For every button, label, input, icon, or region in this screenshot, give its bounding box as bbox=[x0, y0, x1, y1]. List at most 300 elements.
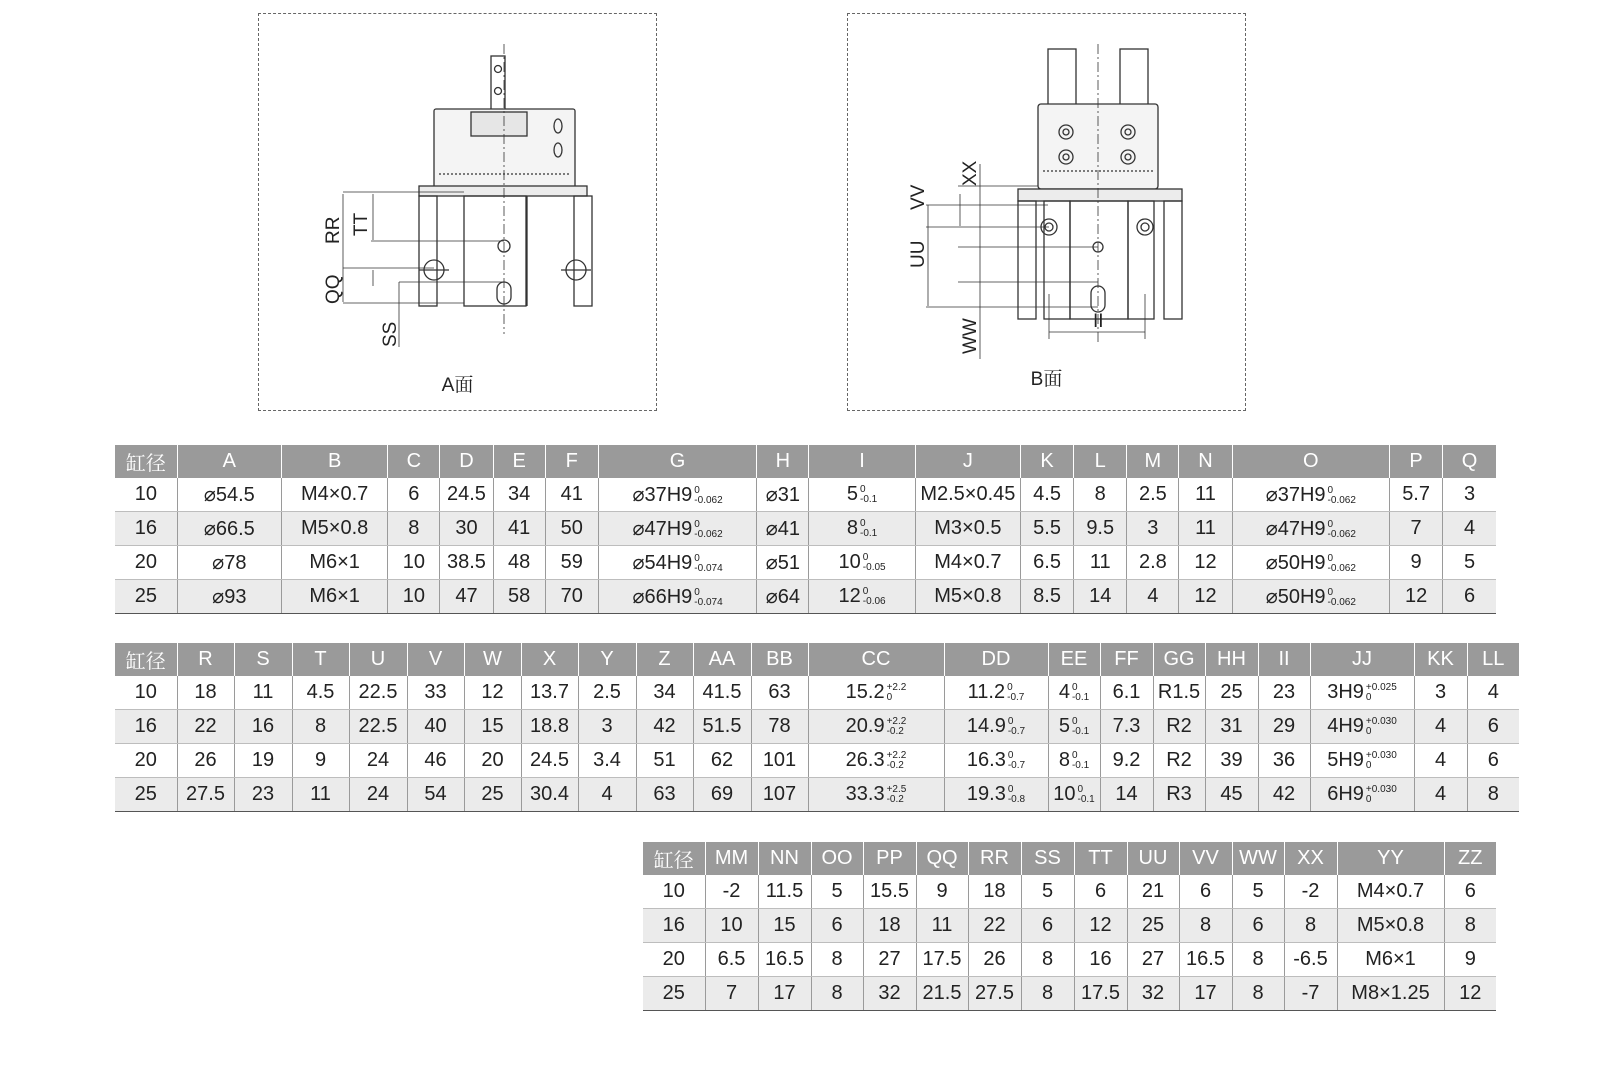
cell-value: 4 bbox=[1434, 783, 1447, 805]
cell-value: 16 bbox=[1089, 948, 1112, 970]
column-header: 缸径 bbox=[115, 445, 177, 478]
b-face-caption: B面 bbox=[1030, 369, 1063, 390]
tolerance bbox=[1366, 751, 1397, 771]
table-cell bbox=[115, 546, 177, 580]
table-cell bbox=[493, 546, 545, 580]
cell-value: M2.5×0.45 bbox=[920, 483, 1016, 505]
table-cell bbox=[1310, 778, 1414, 812]
cell-value: 27 bbox=[1141, 948, 1165, 970]
cell-value: M4×0.7 bbox=[300, 483, 369, 505]
tolerance bbox=[1007, 683, 1024, 703]
cell-value: 4 bbox=[1434, 715, 1447, 737]
table-cell bbox=[1100, 778, 1153, 812]
tolerance-upper: 0 bbox=[1327, 552, 1334, 564]
table-cell bbox=[545, 512, 598, 546]
tolerance-lower: -0.06 bbox=[862, 595, 886, 607]
table-cell bbox=[1074, 909, 1127, 943]
cell-value: 12 bbox=[1194, 551, 1217, 573]
a-label-qq: QQ bbox=[323, 274, 344, 304]
cell-value: 5H9 bbox=[1327, 749, 1364, 771]
tolerance-upper: 0 bbox=[1327, 518, 1334, 530]
cell-value: 25 bbox=[134, 585, 157, 607]
cell-value: 8 bbox=[846, 517, 859, 539]
table-cell bbox=[1021, 909, 1074, 943]
table-cell bbox=[751, 778, 808, 812]
cell-value: 5 bbox=[1464, 551, 1476, 573]
tolerance bbox=[860, 485, 877, 505]
cell-value: 20 bbox=[662, 948, 685, 970]
cell-value: 9 bbox=[1410, 551, 1422, 573]
column-header: R bbox=[177, 643, 234, 676]
tolerance-upper: 0 bbox=[1327, 484, 1334, 496]
cell-value: 5.7 bbox=[1402, 483, 1430, 505]
tolerance bbox=[1072, 683, 1089, 703]
table-cell bbox=[808, 778, 944, 812]
column-header: PP bbox=[863, 842, 916, 875]
cell-value: 69 bbox=[710, 783, 734, 805]
tolerance bbox=[1328, 520, 1356, 540]
table-cell bbox=[440, 580, 493, 614]
cell-value: 25 bbox=[481, 783, 504, 805]
table-row bbox=[115, 546, 1496, 580]
column-header: D bbox=[440, 445, 493, 478]
cell-value: 11 bbox=[1195, 517, 1216, 539]
tolerance-lower: 0 bbox=[1365, 759, 1372, 771]
cell-value: 10 bbox=[402, 585, 425, 607]
cell-value: 4 bbox=[1058, 681, 1070, 703]
tolerance-upper: 0 bbox=[1007, 783, 1014, 795]
cell-value: 10 bbox=[134, 483, 157, 505]
cell-value: 17.5 bbox=[922, 948, 962, 970]
tolerance-lower: -0.074 bbox=[694, 562, 723, 574]
table-cell bbox=[281, 546, 387, 580]
cell-value: R1.5 bbox=[1157, 681, 1201, 703]
cell-value: 5 bbox=[831, 880, 843, 902]
drawing-panel-b-face bbox=[847, 13, 1246, 411]
cell-value: -2 bbox=[1301, 880, 1320, 902]
column-header: O bbox=[1232, 445, 1389, 478]
cell-value: R2 bbox=[1166, 715, 1192, 737]
column-header: TT bbox=[1074, 842, 1127, 875]
table-cell bbox=[292, 710, 349, 744]
cell-value: 25 bbox=[1220, 681, 1243, 703]
tolerance-lower: -0.1 bbox=[860, 493, 878, 505]
column-header: A bbox=[177, 445, 281, 478]
cell-value: 14.9 bbox=[966, 715, 1006, 737]
cell-value: 16 bbox=[134, 517, 157, 539]
cell-value: 101 bbox=[762, 749, 797, 771]
tolerance-upper: +0.030 bbox=[1365, 783, 1397, 795]
table-cell bbox=[1232, 977, 1284, 1011]
tolerance-upper: 0 bbox=[860, 483, 866, 495]
cell-value: 39 bbox=[1220, 749, 1243, 771]
cell-value: 10 bbox=[402, 551, 425, 573]
cell-value: M5×0.8 bbox=[1356, 914, 1425, 936]
cell-value: 18 bbox=[878, 914, 901, 936]
table-cell bbox=[1467, 744, 1519, 778]
cell-value: 27.5 bbox=[186, 783, 225, 805]
cell-value: 12 bbox=[838, 585, 861, 607]
cell-value: 6.5 bbox=[1033, 551, 1061, 573]
table-row bbox=[115, 778, 1519, 812]
cell-value: 11 bbox=[252, 681, 274, 703]
tolerance-upper: +2.2 bbox=[886, 749, 907, 761]
cell-value: 17 bbox=[1194, 982, 1217, 1004]
cell-value: 23 bbox=[1272, 681, 1296, 703]
table-cell bbox=[705, 977, 758, 1011]
table-cell bbox=[1443, 478, 1496, 512]
cell-value: 3 bbox=[601, 715, 613, 737]
tolerance-lower: -0.1 bbox=[1077, 793, 1095, 805]
cell-value: 6 bbox=[1199, 880, 1212, 902]
table-cell bbox=[1179, 875, 1232, 909]
table-cell bbox=[1414, 778, 1467, 812]
table-cell bbox=[388, 478, 440, 512]
table-cell bbox=[598, 512, 756, 546]
tolerance-upper: 0 bbox=[862, 585, 869, 597]
b-label-ww: WW bbox=[960, 318, 981, 354]
cell-value: 3 bbox=[1434, 681, 1447, 703]
cell-value: 6 bbox=[1094, 880, 1107, 902]
cell-value: ⌀54.5 bbox=[203, 484, 255, 506]
cell-value: 33.3 bbox=[845, 783, 885, 805]
cell-value: 17 bbox=[773, 982, 796, 1004]
table-cell bbox=[758, 909, 811, 943]
cell-value: M4×0.7 bbox=[934, 551, 1002, 573]
cell-value: ⌀66.5 bbox=[203, 518, 255, 540]
a-face-caption: A面 bbox=[441, 375, 474, 396]
cell-value: 8 bbox=[314, 715, 327, 737]
table-cell bbox=[1232, 580, 1389, 614]
cell-value: 19 bbox=[251, 749, 275, 771]
table-cell bbox=[1127, 546, 1179, 580]
cell-value: 18.8 bbox=[530, 715, 569, 737]
table-cell bbox=[1074, 478, 1127, 512]
cell-value: 6 bbox=[1252, 914, 1264, 936]
cell-value: 6.5 bbox=[717, 948, 746, 970]
cell-value: 13.7 bbox=[530, 681, 569, 703]
tolerance-lower: -0.7 bbox=[1007, 691, 1025, 703]
table-cell bbox=[1021, 580, 1074, 614]
cell-value: 50 bbox=[560, 517, 583, 539]
tolerance-lower: -0.05 bbox=[862, 561, 886, 573]
table-cell bbox=[808, 710, 944, 744]
cell-value: 15 bbox=[773, 914, 796, 936]
cell-value: 5 bbox=[846, 483, 859, 505]
column-header: 缸径 bbox=[643, 842, 705, 875]
cell-value: 20 bbox=[134, 749, 157, 771]
tolerance bbox=[863, 553, 886, 573]
table-cell bbox=[916, 943, 968, 977]
cell-value: 11.5 bbox=[765, 880, 804, 902]
table-cell bbox=[1074, 546, 1127, 580]
cell-value: 59 bbox=[560, 551, 583, 573]
table-cell bbox=[757, 512, 809, 546]
tolerance bbox=[1008, 717, 1025, 737]
table-cell bbox=[1179, 580, 1232, 614]
column-header: EE bbox=[1048, 643, 1100, 676]
table-cell bbox=[1127, 875, 1179, 909]
table-cell bbox=[440, 512, 493, 546]
table-cell bbox=[758, 977, 811, 1011]
table-cell bbox=[1100, 710, 1153, 744]
cell-value: M5×0.8 bbox=[934, 585, 1002, 607]
column-header: FF bbox=[1100, 643, 1153, 676]
column-header: LL bbox=[1467, 643, 1519, 676]
cell-value: 9 bbox=[1464, 948, 1476, 970]
table-cell bbox=[1021, 875, 1074, 909]
table-cell bbox=[1100, 744, 1153, 778]
cell-value: 8 bbox=[1058, 749, 1070, 771]
cell-value: 29 bbox=[1272, 715, 1296, 737]
tolerance-lower: -0.2 bbox=[886, 759, 904, 771]
cell-value: 22 bbox=[194, 715, 217, 737]
table-cell bbox=[1390, 580, 1443, 614]
cell-value: M4×0.7 bbox=[1356, 880, 1425, 902]
table-cell bbox=[1444, 875, 1496, 909]
cell-value: M6×1 bbox=[1365, 948, 1416, 970]
tolerance-upper: 0 bbox=[1077, 783, 1084, 795]
cell-value: 20 bbox=[481, 749, 504, 771]
cell-value: 4 bbox=[601, 783, 613, 805]
table-row bbox=[115, 478, 1496, 512]
table-cell bbox=[693, 744, 751, 778]
table-cell bbox=[115, 580, 177, 614]
cell-value: 54 bbox=[424, 783, 447, 805]
cell-value: 33 bbox=[424, 681, 447, 703]
cell-value: 2.5 bbox=[593, 681, 621, 703]
cell-value: 41.5 bbox=[702, 681, 742, 703]
table-cell bbox=[1284, 909, 1337, 943]
cell-value: 6 bbox=[1487, 749, 1499, 771]
table-cell bbox=[693, 710, 751, 744]
column-header: JJ bbox=[1310, 643, 1414, 676]
tolerance-lower: -0.2 bbox=[886, 793, 904, 805]
table-cell bbox=[349, 778, 407, 812]
table-cell bbox=[809, 546, 915, 580]
table-cell bbox=[545, 478, 598, 512]
table-cell bbox=[407, 676, 464, 710]
table-row bbox=[115, 710, 1519, 744]
table-cell bbox=[598, 478, 756, 512]
cell-value: M3×0.5 bbox=[934, 517, 1002, 539]
table-cell bbox=[916, 909, 968, 943]
cell-value: 6 bbox=[1464, 585, 1476, 607]
table-cell bbox=[643, 909, 705, 943]
table-cell bbox=[1179, 943, 1232, 977]
cell-value: 8 bbox=[1094, 483, 1106, 505]
tolerance-lower: 0 bbox=[1365, 793, 1372, 805]
tolerance-upper: 0 bbox=[694, 552, 700, 564]
table-row bbox=[115, 744, 1519, 778]
column-header: AA bbox=[693, 643, 751, 676]
b-label-ii: II bbox=[1093, 311, 1104, 332]
column-header: K bbox=[1021, 445, 1074, 478]
tolerance bbox=[694, 588, 722, 608]
table-cell bbox=[1153, 744, 1205, 778]
table-cell bbox=[916, 977, 968, 1011]
cell-value: 7 bbox=[725, 982, 738, 1004]
table-cell bbox=[1337, 909, 1444, 943]
table-cell bbox=[1258, 778, 1310, 812]
cell-value: 23 bbox=[251, 783, 275, 805]
tolerance-upper: 0 bbox=[1071, 681, 1078, 693]
cell-value: 34 bbox=[507, 483, 531, 505]
tolerance-upper: 0 bbox=[694, 518, 700, 530]
cell-value: 8 bbox=[1199, 914, 1212, 936]
table-cell bbox=[1337, 977, 1444, 1011]
column-header: VV bbox=[1179, 842, 1232, 875]
tolerance-upper: 0 bbox=[694, 586, 700, 598]
cell-value: 10 bbox=[838, 551, 861, 573]
column-header: I bbox=[809, 445, 915, 478]
cell-value: 7.3 bbox=[1112, 715, 1141, 737]
cell-value: 34 bbox=[653, 681, 676, 703]
cell-value: 10 bbox=[134, 681, 157, 703]
table-cell bbox=[115, 478, 177, 512]
table-cell bbox=[521, 676, 578, 710]
tolerance bbox=[1366, 785, 1397, 805]
tolerance bbox=[1366, 683, 1397, 703]
table-cell bbox=[578, 778, 636, 812]
table-cell bbox=[1443, 580, 1496, 614]
table-cell bbox=[751, 710, 808, 744]
tolerance-upper: +2.2 bbox=[886, 715, 907, 727]
column-header: G bbox=[598, 445, 756, 478]
cell-value: 24.5 bbox=[447, 483, 486, 505]
tolerance bbox=[1072, 751, 1089, 771]
table-cell bbox=[464, 676, 521, 710]
cell-value: 24.5 bbox=[530, 749, 569, 771]
tolerance-lower: -0.062 bbox=[1327, 596, 1356, 608]
column-header: RR bbox=[968, 842, 1021, 875]
dimension-table-2 bbox=[115, 643, 1519, 812]
table-cell bbox=[349, 744, 407, 778]
table-row bbox=[115, 580, 1496, 614]
cell-value: 16 bbox=[251, 715, 275, 737]
cell-value: 4.5 bbox=[1033, 483, 1061, 505]
cell-value: 8 bbox=[408, 517, 420, 539]
table-cell bbox=[757, 546, 809, 580]
tolerance-upper: 0 bbox=[1071, 715, 1078, 727]
cell-value: 5 bbox=[1252, 880, 1264, 902]
table-cell bbox=[693, 676, 751, 710]
table-cell bbox=[944, 778, 1048, 812]
table-cell bbox=[281, 478, 387, 512]
tolerance-lower: -0.062 bbox=[1327, 528, 1356, 540]
cell-value: ⌀54H9 bbox=[632, 552, 693, 574]
cell-value: 2.5 bbox=[1138, 483, 1167, 505]
table-cell bbox=[521, 710, 578, 744]
column-header: M bbox=[1127, 445, 1179, 478]
cell-value: 42 bbox=[1272, 783, 1296, 805]
table-cell bbox=[1205, 744, 1258, 778]
table-cell bbox=[1232, 909, 1284, 943]
cell-value: 107 bbox=[762, 783, 797, 805]
table-cell bbox=[1153, 710, 1205, 744]
table-cell bbox=[758, 943, 811, 977]
table-cell bbox=[757, 478, 809, 512]
column-header: U bbox=[349, 643, 407, 676]
column-header: Q bbox=[1443, 445, 1496, 478]
tolerance-lower: -0.062 bbox=[694, 528, 723, 540]
column-header: S bbox=[234, 643, 292, 676]
tolerance-lower: -0.074 bbox=[694, 596, 723, 608]
table-cell bbox=[1337, 943, 1444, 977]
table-cell bbox=[1127, 478, 1179, 512]
tolerance-lower: -0.062 bbox=[694, 494, 723, 506]
cell-value: 4 bbox=[1434, 749, 1447, 771]
cell-value: 42 bbox=[653, 715, 676, 737]
table-cell bbox=[115, 710, 177, 744]
dimension-table-3 bbox=[643, 842, 1496, 1011]
table-cell bbox=[1390, 546, 1443, 580]
cell-value: 51 bbox=[653, 749, 676, 771]
cell-value: R3 bbox=[1166, 783, 1192, 805]
table-header-row bbox=[643, 842, 1496, 875]
tolerance-upper: 0 bbox=[1007, 715, 1014, 727]
table-cell bbox=[115, 676, 177, 710]
table-cell bbox=[234, 676, 292, 710]
table-cell bbox=[1179, 909, 1232, 943]
tolerance-lower: -0.062 bbox=[1327, 494, 1356, 506]
cell-value: 32 bbox=[878, 982, 901, 1004]
tolerance bbox=[1366, 717, 1397, 737]
cell-value: 8 bbox=[1487, 783, 1499, 805]
table-cell bbox=[916, 875, 968, 909]
cell-value: 36 bbox=[1272, 749, 1296, 771]
tolerance bbox=[1078, 785, 1095, 805]
tolerance-upper: 0 bbox=[1007, 681, 1013, 693]
table-cell bbox=[1444, 909, 1496, 943]
table-cell bbox=[1205, 676, 1258, 710]
table-cell bbox=[1153, 778, 1205, 812]
table-cell bbox=[1258, 676, 1310, 710]
cell-value: 3H9 bbox=[1327, 681, 1364, 703]
cell-value: 16.5 bbox=[1186, 948, 1225, 970]
cell-value: 26.3 bbox=[845, 749, 885, 771]
table-cell bbox=[1310, 744, 1414, 778]
b-face-drawing bbox=[848, 14, 1247, 412]
tolerance-lower: -0.1 bbox=[1071, 759, 1090, 771]
cell-value: 6 bbox=[831, 914, 843, 936]
tolerance-upper: +2.2 bbox=[886, 681, 907, 693]
table-cell bbox=[811, 977, 863, 1011]
column-header: V bbox=[407, 643, 464, 676]
table-cell bbox=[968, 875, 1021, 909]
cell-value: 7 bbox=[1410, 517, 1422, 539]
table-header-row bbox=[115, 643, 1519, 676]
table-cell bbox=[968, 909, 1021, 943]
table-cell bbox=[1444, 977, 1496, 1011]
table-cell bbox=[440, 478, 493, 512]
cell-value: M5×0.8 bbox=[300, 517, 369, 539]
table-cell bbox=[758, 875, 811, 909]
table-row bbox=[115, 512, 1496, 546]
cell-value: ⌀37H9 bbox=[632, 484, 693, 506]
column-header: B bbox=[281, 445, 387, 478]
tolerance bbox=[863, 587, 886, 607]
column-header: E bbox=[493, 445, 545, 478]
cell-value: M8×1.25 bbox=[1351, 982, 1430, 1004]
table-cell bbox=[177, 710, 234, 744]
cell-value: 4 bbox=[1464, 517, 1476, 539]
table-cell bbox=[915, 478, 1020, 512]
a-label-ss: SS bbox=[380, 321, 401, 347]
table-cell bbox=[915, 512, 1020, 546]
table-cell bbox=[1444, 943, 1496, 977]
table-row bbox=[643, 909, 1496, 943]
